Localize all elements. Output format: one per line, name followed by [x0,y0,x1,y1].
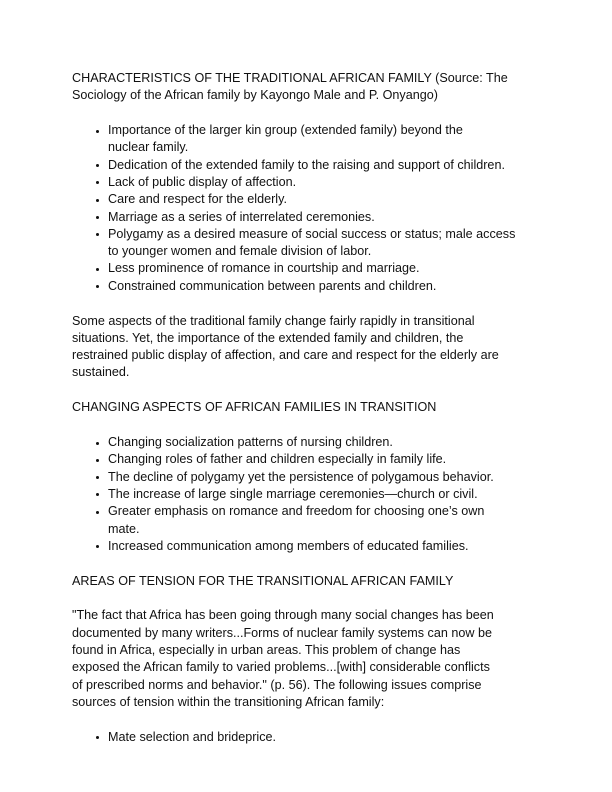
text-line: of prescribed norms and behavior." (p. 56). The following issues comprise [72,677,482,692]
section2-heading [72,399,552,416]
changing-aspects-list [72,434,552,555]
list-item [72,122,552,157]
text-line: Greater emphasis on romance and freedom for choosing one’s own [108,504,485,519]
text-line: Sociology of the African family by Kayongo Male and P. Onyango) [72,88,438,103]
text-line: Polygamy as a desired measure of social success or status; male access [108,226,516,241]
text-line: Less prominence of romance in courtship and marriage. [108,261,420,276]
traditional-characteristics-list [72,122,552,295]
text-line: sustained. [72,365,130,380]
text-line: Marriage as a series of interrelated ceremonies. [108,209,375,224]
text-line: Changing roles of father and children especially in family life. [108,452,447,467]
list-item [72,174,552,191]
section1-heading [72,70,552,105]
text-line: Importance of the larger kin group (extended family) beyond the [108,123,463,138]
list-item [72,451,552,468]
text-line: sources of tension within the transitioning African family: [72,694,385,709]
text-line: situations. Yet, the importance of the extended family and children, the [72,330,464,345]
text-line: documented by many writers...Forms of nuclear family systems can now be [72,625,492,640]
list-item [72,260,552,277]
text-line: restrained public display of affection, and care and respect for the elderly are [72,348,499,363]
text-line: The decline of polygamy yet the persistence of polygamous behavior. [108,469,494,484]
list-item [72,538,552,555]
text-line: "The fact that Africa has been going through many social changes has been [72,608,494,623]
text-line: The increase of large single marriage ceremonies—church or civil. [108,486,478,501]
text-line: Changing socialization patterns of nursing children. [108,435,393,450]
list-item [72,157,552,174]
list-item [72,191,552,208]
text-line: Lack of public display of affection. [108,174,297,189]
text-line: AREAS OF TENSION FOR THE TRANSITIONAL AFRICAN FAMILY [72,573,454,588]
section3-paragraph [72,607,552,711]
section3-heading [72,573,552,590]
list-item [72,729,552,746]
list-item [72,226,552,261]
list-item [72,209,552,226]
text-line: Constrained communication between parents and children. [108,278,437,293]
list-item [72,469,552,486]
list-item [72,434,552,451]
text-line: Care and respect for the elderly. [108,192,287,207]
text-line: nuclear family. [108,140,189,155]
text-line: CHARACTERISTICS OF THE TRADITIONAL AFRICAN FAMILY (Source: The [72,71,508,85]
text-line: to younger women and female division of labor. [108,244,372,259]
list-item [72,486,552,503]
text-line: found in Africa, especially in urban areas. This problem of change has [72,643,461,658]
section1-paragraph [72,313,552,382]
list-item [72,503,552,538]
tension-areas-list [72,729,552,746]
list-item [72,278,552,295]
text-line: Dedication of the extended family to the raising and support of children. [108,157,505,172]
text-line: Increased communication among members of educated families. [108,538,469,553]
text-line: mate. [108,521,140,536]
text-line: Some aspects of the traditional family change fairly rapidly in transitional [72,313,475,328]
text-line: Mate selection and brideprice. [108,729,277,744]
text-line: CHANGING ASPECTS OF AFRICAN FAMILIES IN TRANSITION [72,400,437,415]
document-page [72,70,552,764]
text-line: exposed the African family to varied problems...[with] considerable conflicts [72,660,490,675]
